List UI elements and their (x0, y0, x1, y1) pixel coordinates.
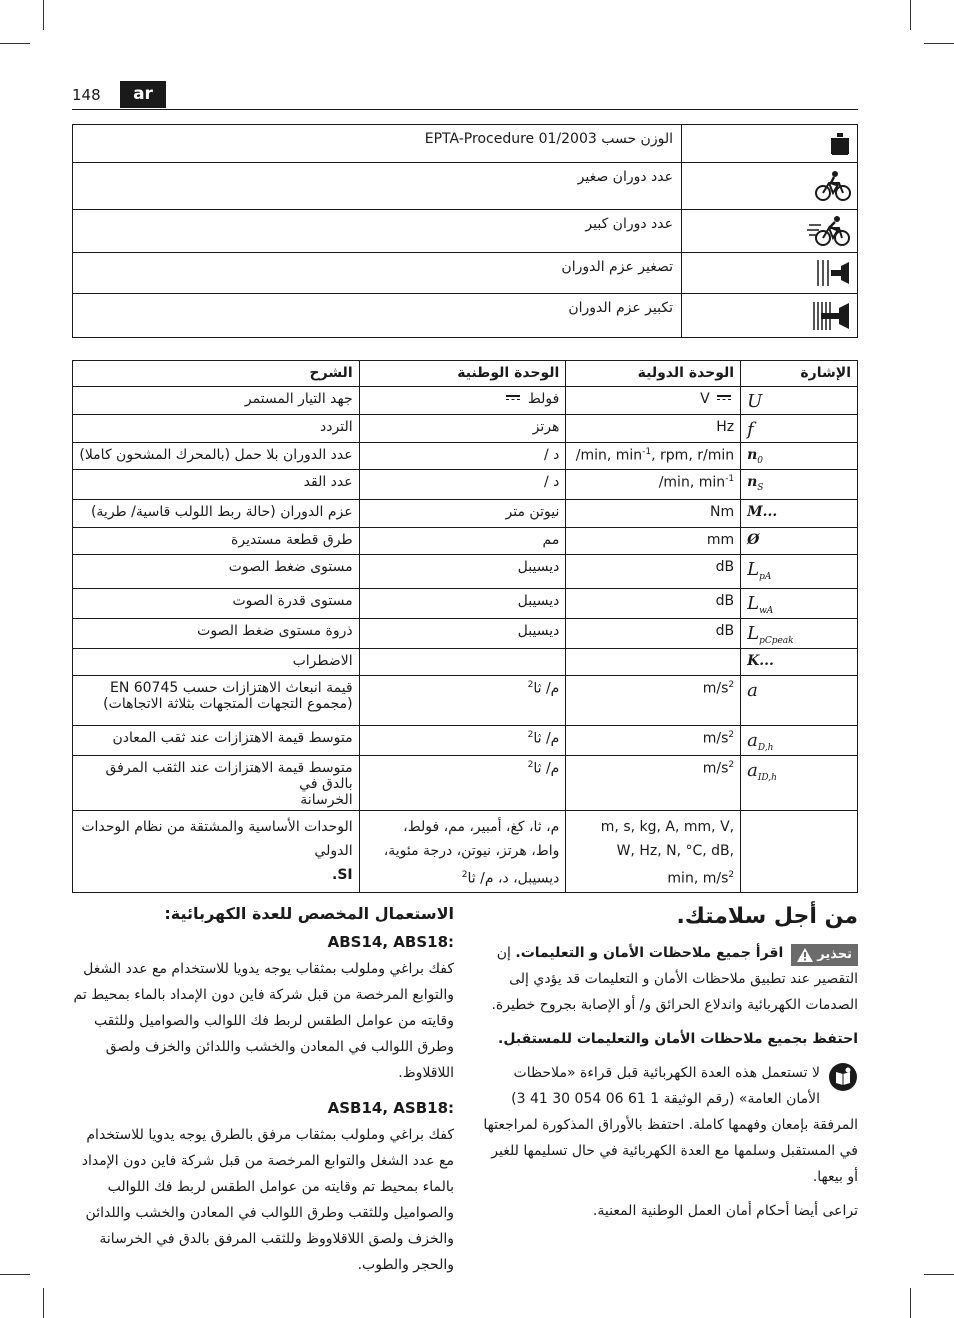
language-badge: ar (120, 81, 166, 108)
warning-lead: اقرأ جميع ملاحظات الأمان و التعليمات. (515, 945, 784, 961)
intended-use-paragraph: كفك براغي وملولب بمثقاب مرفق بالطرق يوجه يدويا للاستخدام مع عدد الشغل والتوابع المرخصة من قبل شركة فاين دون الإمداد بالماء بمحيط تم وقايته من عوامل الطقس لربط فك اللوالب والصواميل وللثقب وطرق اللوالب في المعادن والخشب واللدائن والخزف ولصق اللاقلاووظ وللثقب المرفق بالدق في الخرسانة والحجر والطوب. (81, 1127, 454, 1273)
units-table (72, 360, 858, 893)
symbol-cell: n (747, 447, 758, 463)
description-cell-line2: SI. (332, 866, 353, 883)
safety-section (478, 900, 858, 1232)
unit-superscript: 2 (728, 759, 735, 770)
table-row (73, 387, 858, 415)
table-row (73, 415, 858, 443)
national-regulations: تراعى أيضا أحكام أمان العمل الوطنية المعنية. (592, 1203, 858, 1219)
symbol-subscript: D,h (757, 742, 774, 753)
table-row (73, 675, 858, 725)
intl-unit-cell: Nm (566, 500, 741, 528)
description-cell: التردد (73, 415, 360, 443)
symbol-cell: L (747, 623, 760, 644)
symbol-description: الوزن حسب EPTA-Procedure 01/2003 (73, 125, 682, 163)
table-row (73, 589, 858, 619)
local-unit-cell: ديسيبل (359, 555, 566, 589)
symbol-table (72, 124, 858, 338)
description-cell: مستوى ضغط الصوت (73, 555, 360, 589)
symbol-cell: K... (747, 652, 774, 669)
symbol-cell: L (747, 593, 760, 614)
intl-unit-cell: V (700, 391, 710, 407)
intended-use-section (72, 900, 454, 1286)
crop-mark (910, 1288, 911, 1318)
intl-unit-cell: /min, min (658, 474, 726, 491)
description-cell: عدد القد (73, 470, 360, 500)
crop-mark (910, 0, 911, 30)
symbol-description: عدد دوران كبير (73, 210, 682, 253)
symbol-cell: a (747, 679, 758, 701)
unit-superscript: 2 (728, 869, 735, 880)
safety-title: من أجل سلامتك. (676, 904, 858, 929)
unit-superscript: -1 (725, 474, 735, 484)
symbol-cell: a (747, 759, 758, 781)
symbol-subscript: pA (759, 571, 772, 582)
local-unit-cell: م/ ثا (533, 760, 560, 777)
intl-unit-cell: dB (566, 555, 741, 589)
symbol-subscript: pCpeak (759, 635, 794, 646)
page-number: 148 (72, 86, 101, 104)
warning-badge (791, 944, 858, 966)
symbol-cell: Ø (747, 532, 760, 548)
crop-mark (43, 0, 44, 30)
unit-superscript: 2 (527, 729, 534, 740)
intl-unit-cell-line2: W, Hz, N, °C, dB, (616, 842, 735, 859)
local-unit-cell: نيوتن متر (359, 500, 566, 528)
weight-icon (829, 132, 851, 156)
symbol-cell: U (747, 391, 763, 412)
unit-superscript: 2 (527, 679, 534, 690)
table-row (73, 648, 858, 675)
intl-unit-tail: , rpm, r/min (651, 447, 735, 464)
local-unit-cell: ديسيبل (359, 619, 566, 649)
intl-unit-cell: m/s (702, 680, 729, 697)
header-intl-unit: الوحدة الدولية (566, 361, 741, 387)
description-cell: الوحدات الأساسية والمشتقة من نظام الوحدات الدولي (81, 818, 353, 859)
description-cell: متوسط قيمة الاهتزازات عند ثقب المعادن (73, 725, 360, 755)
description-cell: عزم الدوران (حالة ربط اللولب قاسية/ طرية) (73, 500, 360, 528)
symbol-cell: a (747, 729, 758, 751)
warning-text: إن التقصير عند تطبيق ملاحظات الأمان و التعليمات قد يؤدي إلى الصدمات الكهربائية واندلاع الحرائق و/ أو الإصابة بجروح خطيرة. (491, 945, 858, 1013)
table-header-row (73, 361, 858, 387)
local-unit-cell: م/ ثا (533, 730, 560, 747)
local-unit-cell: فولط (527, 391, 560, 407)
drill-increase-torque-icon (811, 300, 851, 332)
intl-unit-cell: m/s (702, 730, 729, 747)
header-divider (72, 109, 858, 110)
intl-unit-cell: dB (566, 589, 741, 619)
table-row (73, 755, 858, 810)
intl-unit-cell: m, s, kg, A, mm, V, (600, 818, 735, 835)
manual-text: لا تستعمل هذه العدة الكهربائية قبل قراءة «ملاحظات الأمان العامة» (رقم الوثيقة 1 61 06 054 30 41 3) المرفقة بإمعان وفهمها كاملة. احتفظ بالأوراق المذكورة لمراجعتها في المستقبل وسلمها مع العدة الكهربائية في حال تسليمها للغير أو بيعها. (483, 1065, 858, 1185)
local-unit-cell: م، ثا، كغ، أمبير، مم، فولط، (403, 818, 560, 835)
description-cell: الاضطراب (73, 648, 360, 675)
local-unit-cell: مم (359, 528, 566, 555)
description-cell: جهد التيار المستمر (73, 387, 360, 415)
table-row (73, 500, 858, 528)
symbol-subscript: ID,h (757, 772, 777, 783)
crop-mark (0, 43, 30, 44)
local-unit-cell-line3: ديسيبل، د، م/ ثا (467, 870, 560, 887)
symbol-cell (741, 810, 858, 893)
crop-mark (0, 1274, 30, 1275)
keep-instructions-lead: احتفظ بجميع ملاحظات الأمان والتعليمات للمستقبل. (498, 1031, 858, 1047)
table-row (73, 619, 858, 649)
table-row (73, 528, 858, 555)
symbol-cell: n (747, 474, 758, 490)
warning-triangle-icon (797, 948, 813, 962)
table-row (73, 125, 858, 163)
symbol-description: تصغير عزم الدوران (73, 253, 682, 294)
description-cell: قيمة انبعاث الاهتزازات حسب EN 60745 (109, 679, 353, 696)
model-label: ABS14, ABS18: (327, 933, 454, 951)
unit-superscript: -1 (642, 447, 652, 457)
description-cell: ذروة مستوى ضغط الصوت (73, 619, 360, 649)
local-unit-cell-line2: واط، هرتز، نيوتن، درجة مئوية، (383, 842, 560, 859)
symbol-subscript: 0 (757, 455, 764, 466)
table-row (73, 725, 858, 755)
description-cell: مستوى قدرة الصوت (73, 589, 360, 619)
bicycle-slow-icon (815, 169, 851, 203)
table-row (73, 163, 858, 210)
warning-badge-label: تحذير (817, 947, 852, 962)
table-row (73, 470, 858, 500)
intl-unit-cell: dB (566, 619, 741, 649)
description-cell: عدد الدوران بلا حمل (بالمحرك المشحون كاملا) (73, 443, 360, 470)
bicycle-fast-icon (807, 215, 851, 247)
dc-icon (506, 395, 520, 403)
table-row (73, 294, 858, 338)
intl-unit-cell: Hz (566, 415, 741, 443)
crop-mark (924, 1274, 954, 1275)
intl-unit-cell (566, 648, 741, 675)
intl-unit-cell: /min, min (575, 447, 643, 464)
header-symbol: الإشارة (741, 361, 858, 387)
table-row (73, 210, 858, 253)
table-row (73, 810, 858, 893)
header-local-unit: الوحدة الوطنية (359, 361, 566, 387)
read-manual-icon (828, 1062, 858, 1092)
intl-unit-cell: mm (566, 528, 741, 555)
unit-superscript: 2 (527, 759, 534, 770)
local-unit-cell: ديسيبل (359, 589, 566, 619)
local-unit-cell (359, 648, 566, 675)
description-cell-line2: (مجموع التجهات المتجهات بثلاثة الاتجاهات) (103, 695, 353, 712)
local-unit-cell: د / (359, 470, 566, 500)
local-unit-cell: م/ ثا (533, 680, 560, 697)
table-row (73, 555, 858, 589)
symbol-subscript: wA (759, 605, 774, 616)
model-label: ASB14, ASB18: (327, 1099, 454, 1117)
symbol-cell: L (747, 559, 760, 580)
intended-use-paragraph: كفك براغي وملولب بمثقاب يوجه يدويا للاستخدام مع عدد الشغل والتوابع المرخصة من قبل شركة فاين دون الإمداد بالماء بمحيط تم وقايته من عوامل الطقس لربط فك اللوالب والصواميل وللثقب وطرق اللوالب في المعادن والخشب واللدائن والخزف ولصق اللاقلاوظ. (73, 961, 454, 1081)
unit-superscript: 2 (728, 729, 735, 740)
symbol-description: عدد دوران صغير (73, 163, 682, 210)
crop-mark (43, 1288, 44, 1318)
intl-unit-cell: m/s (702, 760, 729, 777)
table-row (73, 253, 858, 294)
dc-icon (717, 395, 731, 403)
symbol-cell: f (747, 419, 754, 440)
symbol-description: تكبير عزم الدوران (73, 294, 682, 338)
local-unit-cell: د / (359, 443, 566, 470)
description-cell-line2: الخرسانة (300, 791, 353, 808)
crop-mark (924, 43, 954, 44)
unit-superscript: 2 (461, 869, 468, 880)
unit-superscript: 2 (728, 679, 735, 690)
drill-reduce-torque-icon (815, 258, 851, 288)
description-cell: متوسط قيمة الاهتزازات عند الثقب المرفق بالدق في (105, 759, 353, 792)
description-cell: طرق قطعة مستديرة (73, 528, 360, 555)
symbol-cell: M... (747, 504, 778, 520)
table-row (73, 443, 858, 470)
intended-use-title: الاستعمال المخصص للعدة الكهربائية: (164, 904, 454, 923)
header-description: الشرح (73, 361, 360, 387)
local-unit-cell: هرتز (359, 415, 566, 443)
intl-unit-cell-line3: min, m/s (667, 870, 729, 887)
symbol-subscript: S (757, 482, 764, 493)
